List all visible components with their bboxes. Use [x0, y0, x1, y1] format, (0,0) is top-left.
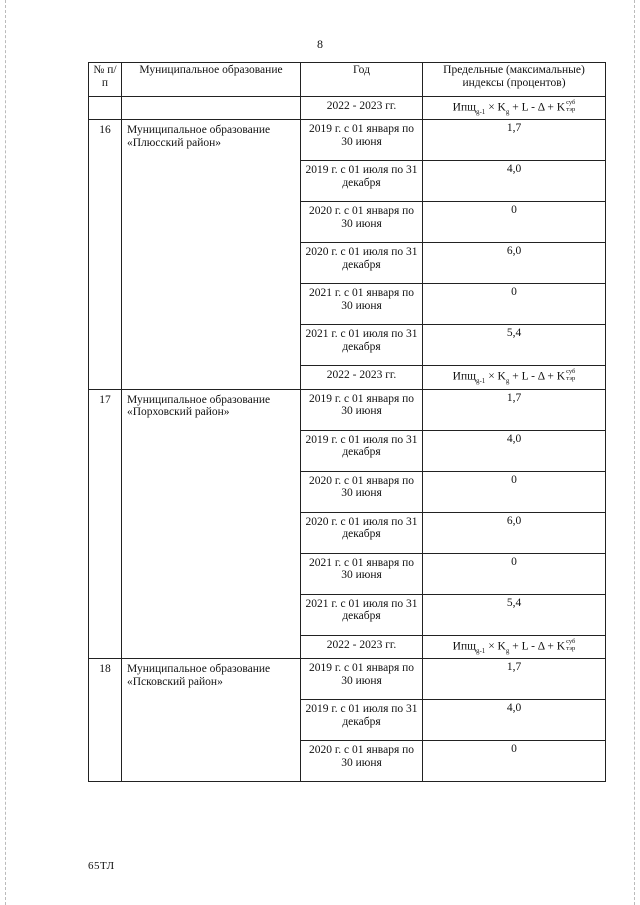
cell-year: 2019 г. с 01 июля по 31 декабря [301, 430, 423, 471]
cell-value: 0 [423, 741, 606, 782]
formula-part: + L - Δ + K [512, 101, 566, 114]
cell-value: 4,0 [423, 161, 606, 202]
formula-super-sub [566, 638, 575, 652]
formula-part: Ипщ [452, 371, 476, 384]
table-row [89, 120, 606, 161]
page-edge-left [5, 0, 7, 905]
header-num: № п/п [89, 63, 122, 97]
cell-year: 2020 г. с 01 июля по 31 декабря [301, 243, 423, 284]
cell-year: 2021 г. с 01 января по 30 июня [301, 284, 423, 325]
formula-part: g [505, 377, 510, 386]
cell-value: 0 [423, 553, 606, 594]
table-header-row [89, 63, 606, 97]
cell-formula [423, 635, 606, 658]
cell-value: 1,7 [423, 389, 606, 430]
tariff-index-table [88, 62, 606, 782]
cell-municipality: Муниципальное образование «Порховский район» [122, 389, 301, 658]
cell-num: 16 [89, 120, 122, 389]
formula-part: тэр [566, 106, 576, 113]
cell-year: 2019 г. с 01 января по 30 июня [301, 120, 423, 161]
formula-part: g-1 [475, 646, 486, 655]
formula-part: × K [488, 101, 506, 114]
page-number: 8 [317, 37, 323, 51]
table-row [89, 97, 606, 120]
formula-super-sub [566, 99, 575, 113]
formula-part: суб [566, 99, 576, 106]
formula-part: тэр [566, 644, 576, 652]
cell-value: 6,0 [423, 243, 606, 284]
cell-municipality [122, 97, 301, 120]
cell-year: 2019 г. с 01 июля по 31 декабря [301, 700, 423, 741]
cell-value: 4,0 [423, 700, 606, 741]
cell-year: 2020 г. с 01 января по 30 июня [301, 471, 423, 512]
cell-value: 1,7 [423, 659, 606, 700]
formula-part: × K [488, 371, 506, 384]
formula-part: суб [566, 637, 576, 645]
cell-value: 0 [423, 284, 606, 325]
cell-municipality: Муниципальное образование «Псковский район» [122, 659, 301, 782]
cell-value: 0 [423, 202, 606, 243]
cell-year: 2021 г. с 01 января по 30 июня [301, 553, 423, 594]
formula-super-sub [566, 368, 575, 382]
formula-part: + L - Δ + K [512, 371, 566, 384]
formula-part: тэр [566, 375, 576, 383]
formula-part: + L - Δ + K [512, 640, 566, 653]
cell-value: 4,0 [423, 430, 606, 471]
cell-num: 17 [89, 389, 122, 658]
footer-code: 65ТЛ [88, 860, 115, 872]
formula-part: g-1 [475, 107, 486, 116]
header-year: Год [301, 63, 423, 97]
cell-value: 6,0 [423, 512, 606, 553]
cell-year: 2021 г. с 01 июля по 31 декабря [301, 594, 423, 635]
cell-formula [423, 97, 606, 120]
cell-year: 2019 г. с 01 июля по 31 декабря [301, 161, 423, 202]
cell-year: 2022 - 2023 гг. [301, 635, 423, 658]
cell-formula [423, 366, 606, 389]
formula-part: Ипщ [452, 640, 476, 653]
cell-year: 2020 г. с 01 января по 30 июня [301, 741, 423, 782]
cell-year: 2020 г. с 01 июля по 31 декабря [301, 512, 423, 553]
formula-part: Ипщ [452, 101, 476, 114]
formula-part: g-1 [475, 377, 486, 386]
formula-part: суб [566, 368, 576, 376]
cell-year: 2021 г. с 01 июля по 31 декабря [301, 325, 423, 366]
header-index: Предельные (максимальные) индексы (процентов) [423, 63, 606, 97]
cell-year: 2019 г. с 01 января по 30 июня [301, 659, 423, 700]
cell-num: 18 [89, 659, 122, 782]
cell-year: 2022 - 2023 гг. [301, 366, 423, 389]
formula-part: g [505, 646, 510, 655]
cell-value: 0 [423, 471, 606, 512]
cell-year: 2022 - 2023 гг. [301, 97, 423, 120]
cell-value: 5,4 [423, 325, 606, 366]
table-row [89, 389, 606, 430]
page-edge-right [634, 0, 636, 905]
cell-value: 1,7 [423, 120, 606, 161]
cell-num [89, 97, 122, 120]
cell-municipality: Муниципальное образование «Плюсский район» [122, 120, 301, 389]
table-row [89, 659, 606, 700]
formula-part: g [505, 107, 510, 116]
cell-value: 5,4 [423, 594, 606, 635]
cell-year: 2020 г. с 01 января по 30 июня [301, 202, 423, 243]
formula-part: × K [488, 640, 506, 653]
cell-year: 2019 г. с 01 января по 30 июня [301, 389, 423, 430]
header-municipality: Муниципальное образование [122, 63, 301, 97]
